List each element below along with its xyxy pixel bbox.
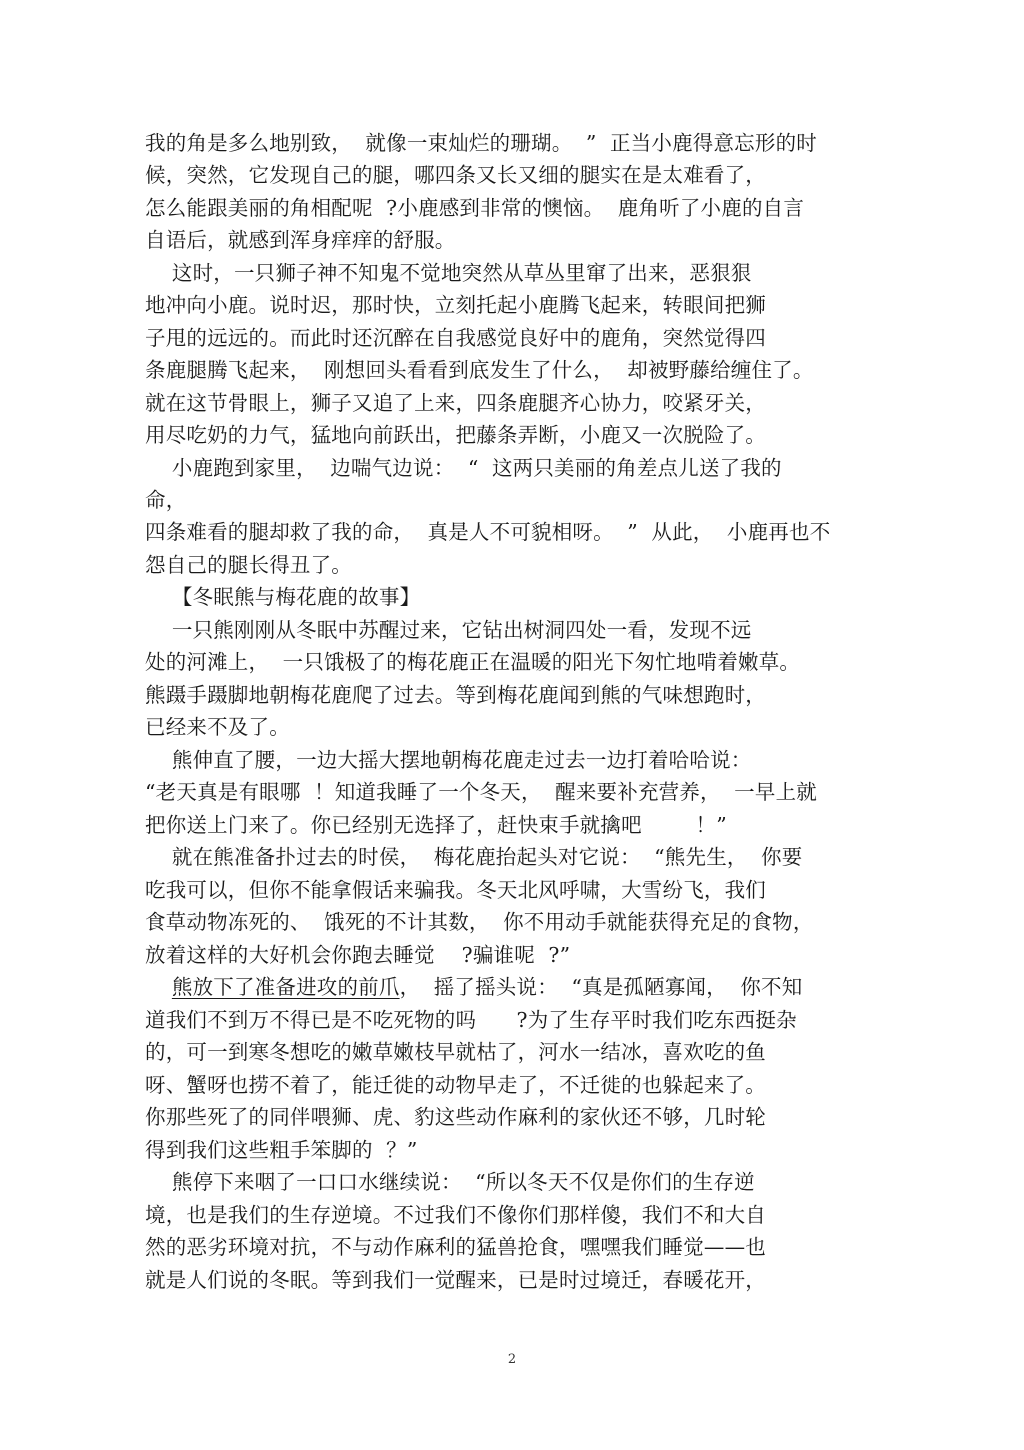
text-line: 你那些死了的同伴喂狮、虎、豹这些动作麻利的家伙还不够，几时轮	[145, 1105, 766, 1129]
text-line: 呀、蟹呀也捞不着了，能迁徙的动物早走了，不迁徙的也躲起来了。	[145, 1073, 766, 1097]
text-line: 条鹿腿腾飞起来， 刚想回头看看到底发生了什么， 却被野藤给缠住了。	[145, 358, 814, 382]
text-line: 命，	[145, 488, 187, 512]
text-line: 就在熊准备扑过去的时侯， 梅花鹿抬起头对它说： “熊先生， 你要	[145, 845, 803, 869]
text-line: 自语后，就感到浑身痒痒的舒服。	[145, 228, 456, 252]
text-line: 用尽吃奶的力气，猛地向前跃出，把藤条弄断，小鹿又一次脱险了。	[145, 423, 766, 447]
text-line: 熊停下来咽了一口口水继续说： “所以冬天不仅是你们的生存逆	[145, 1170, 755, 1194]
text-line: 境，也是我们的生存逆境。不过我们不像你们那样傻，我们不和大自	[145, 1203, 766, 1227]
text-line: 把你送上门来了。你已经别无选择了，赶快束手就擒吧 ！”	[145, 813, 727, 837]
text-line: 候，突然，它发现自己的腿，哪四条又长又细的腿实在是太难看了，	[145, 163, 766, 187]
text-line: 小鹿跑到家里， 边喘气边说： “ 这两只美丽的角差点儿送了我的	[145, 456, 782, 480]
text-line: 熊蹑手蹑脚地朝梅花鹿爬了过去。等到梅花鹿闻到熊的气味想跑时，	[145, 683, 766, 707]
text-line: 我的角是多么地别致， 就像一束灿烂的珊瑚。 ” 正当小鹿得意忘形的时	[145, 131, 817, 155]
text-line: 怨自己的腿长得丑了。	[145, 553, 352, 577]
text-line: 怎么能跟美丽的角相配呢 ?小鹿感到非常的懊恼。 鹿角听了小鹿的自言	[145, 196, 805, 220]
text-line: 的，可一到寒冬想吃的嫩草嫩枝早就枯了，河水一结冰，喜欢吃的鱼	[145, 1040, 766, 1064]
section-heading: 【冬眠熊与梅花鹿的故事】	[145, 585, 421, 609]
text-line: 地冲向小鹿。说时迟，那时快，立刻托起小鹿腾飞起来，转眼间把狮	[145, 293, 766, 317]
text-line: “老天真是有眼哪 ！知道我睡了一个冬天， 醒来要补充营养， 一早上就	[145, 780, 817, 804]
indent	[145, 975, 172, 999]
text-line: 得到我们这些粗手笨脚的 ？”	[145, 1138, 418, 1162]
text-line: 四条难看的腿却救了我的命， 真是人不可貌相呀。 ” 从此， 小鹿再也不	[145, 520, 831, 544]
text-line: 处的河滩上， 一只饿极了的梅花鹿正在温暖的阳光下匆忙地啃着嫩草。	[145, 650, 801, 674]
text-line: 已经来不及了。	[145, 715, 290, 739]
text-line: 道我们不到万不得已是不吃死物的吗 ?为了生存平时我们吃东西挺杂	[145, 1008, 797, 1032]
text-line: 子甩的远远的。而此时还沉醉在自我感觉良好中的鹿角，突然觉得四	[145, 326, 766, 350]
text-line: 放着这样的大好机会你跑去睡觉 ?骗谁呢 ?”	[145, 943, 571, 967]
text-line: 熊伸直了腰，一边大摇大摆地朝梅花鹿走过去一边打着哈哈说：	[145, 748, 752, 772]
text-line: 吃我可以，但你不能拿假话来骗我。冬天北风呼啸，大雪纷飞，我们	[145, 878, 766, 902]
text-line	[145, 973, 802, 1001]
text-line: 食草动物冻死的、 饿死的不计其数， 你不用动手就能获得充足的食物，	[145, 910, 814, 934]
text-line: 就在这节骨眼上，狮子又追了上来，四条鹿腿齐心协力，咬紧牙关，	[145, 391, 766, 415]
underlined-phrase: 熊放下了准备进攻的前爪	[171, 975, 400, 999]
text-line: 就是人们说的冬眠。等到我们一觉醒来，已是时过境迁，春暖花开，	[145, 1268, 766, 1292]
text-line: 然的恶劣环境对抗，不与动作麻利的猛兽抢食，嘿嘿我们睡觉——也	[145, 1235, 766, 1259]
text-segment: ， 摇了摇头说： “真是孤陋寡闻， 你不知	[399, 975, 803, 999]
text-line: 这时，一只狮子神不知鬼不觉地突然从草丛里窜了出来，恶狠狠	[145, 261, 752, 285]
page-number: 2	[507, 1352, 517, 1367]
text-line: 一只熊刚刚从冬眠中苏醒过来，它钻出树洞四处一看，发现不远	[145, 618, 752, 642]
